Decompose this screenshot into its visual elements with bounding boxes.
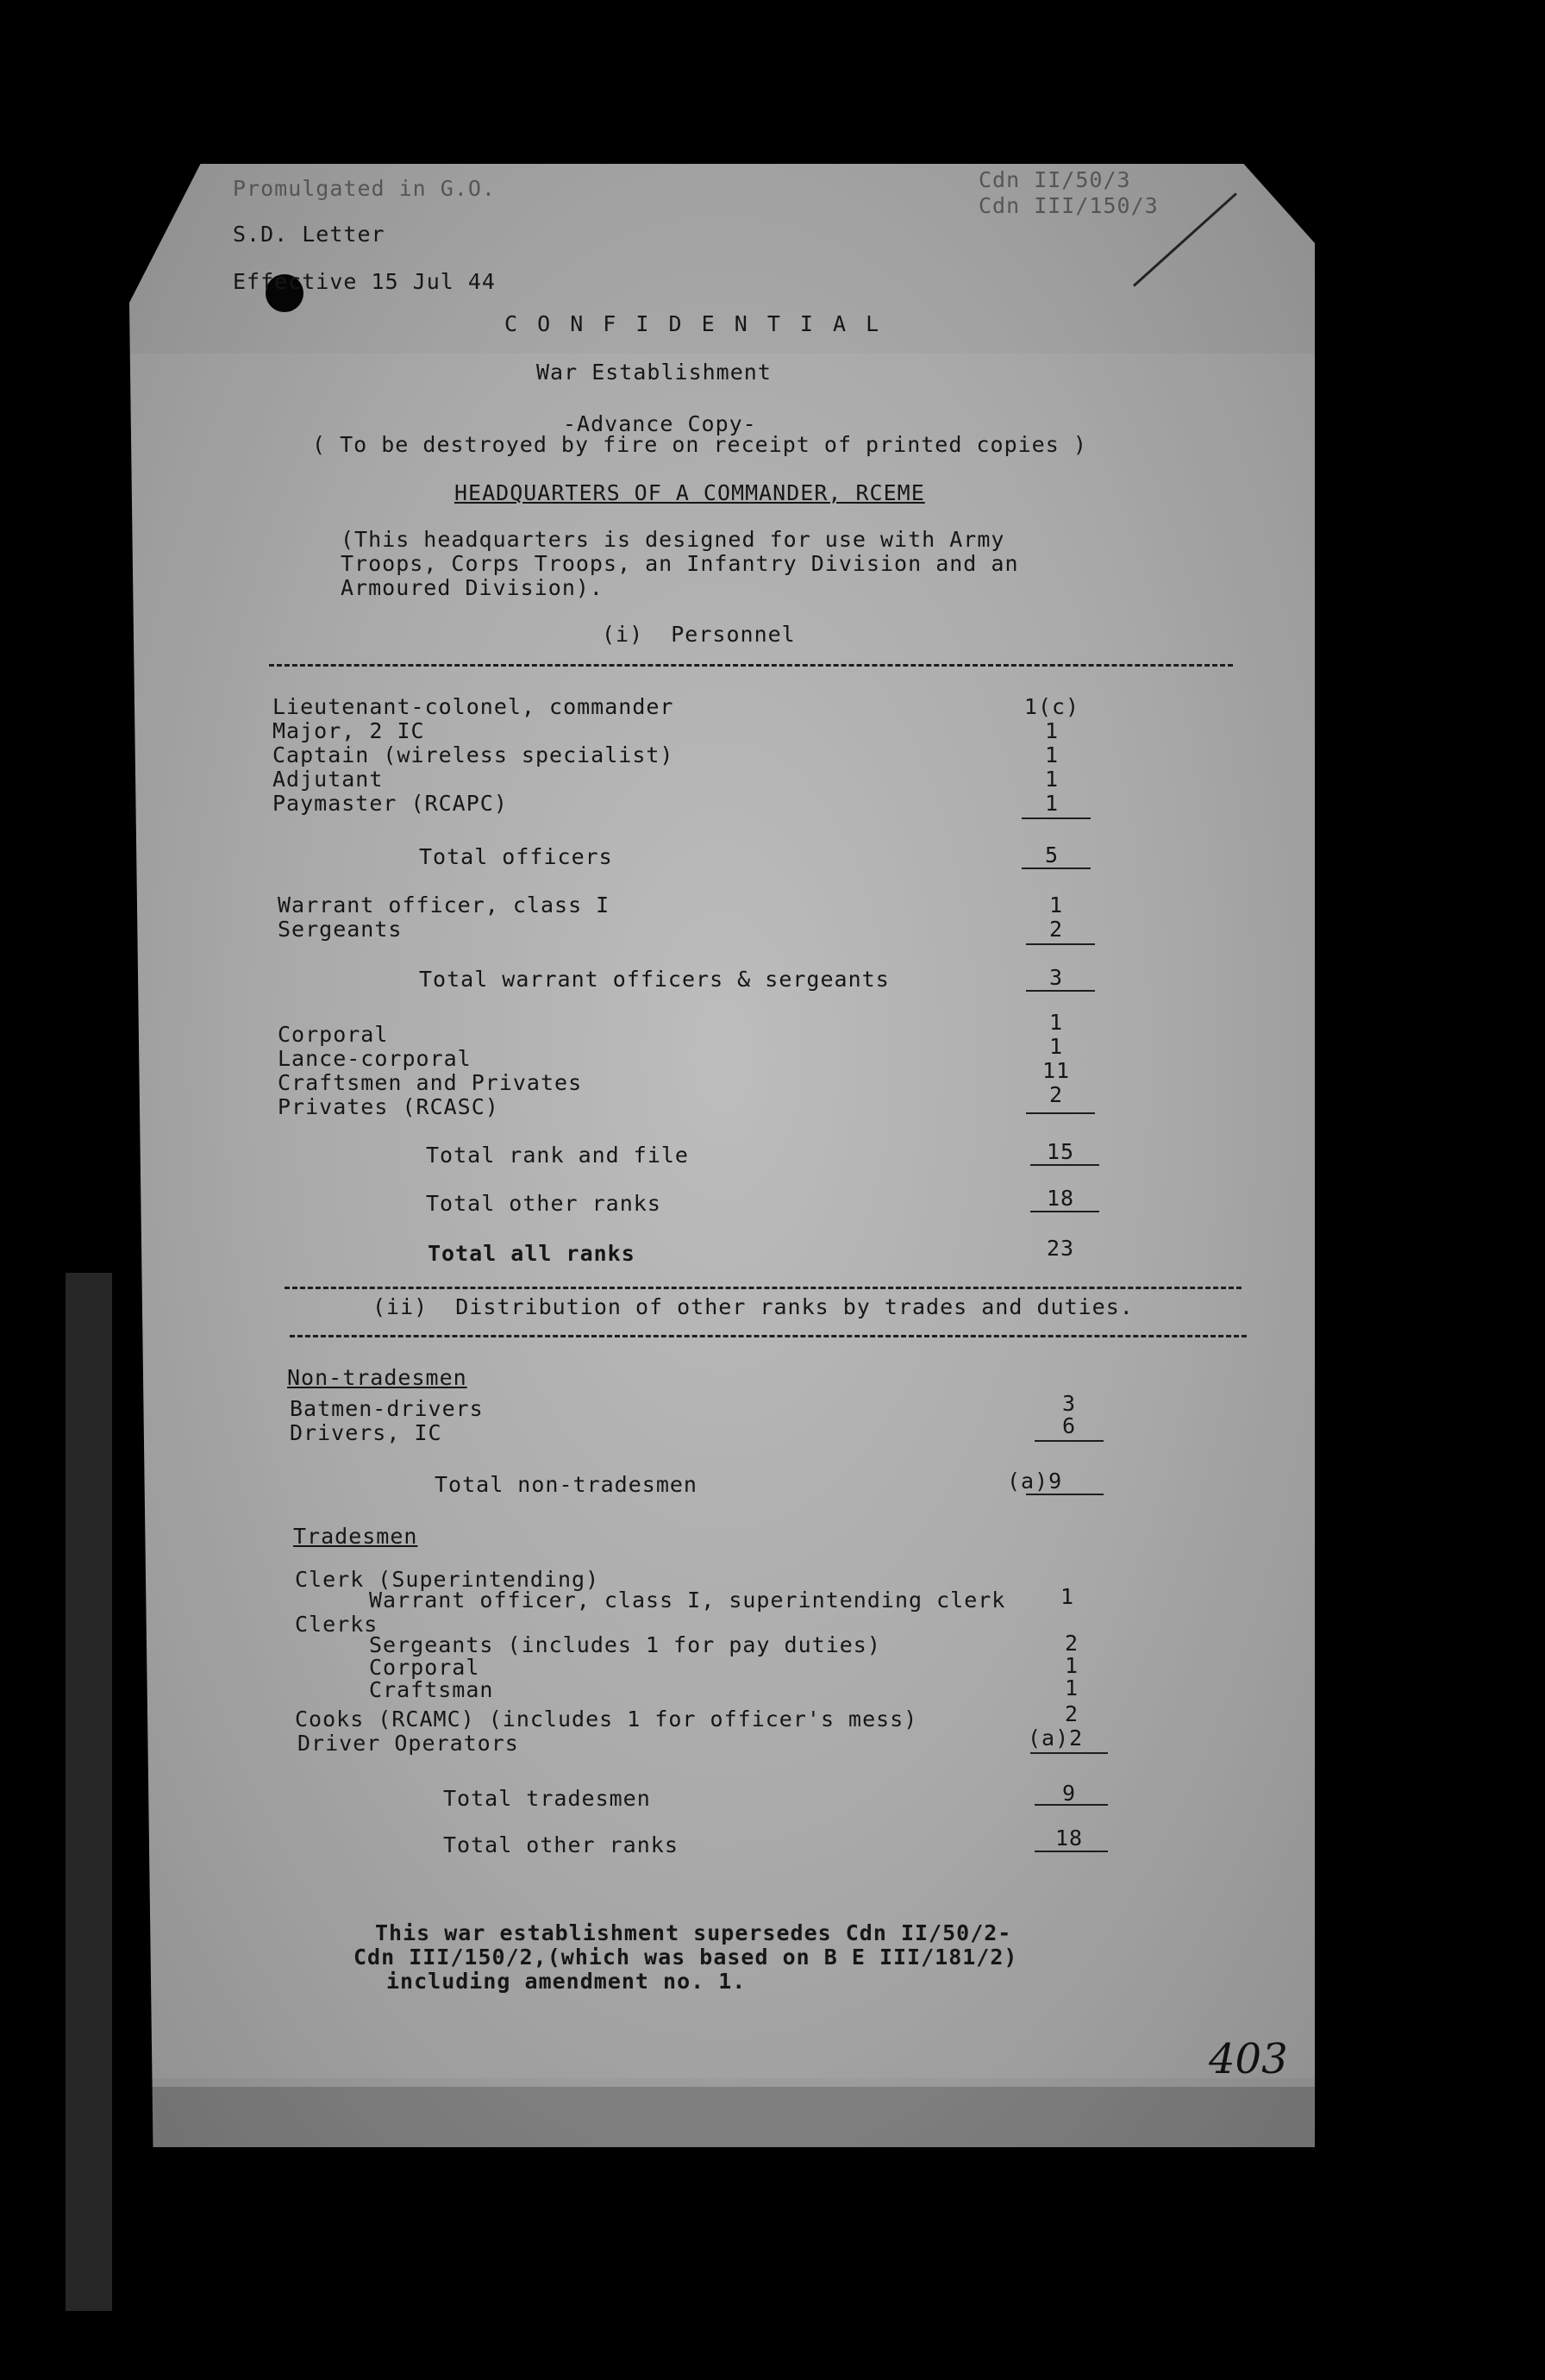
tradesman-count: (a)2 (1028, 1726, 1084, 1751)
total-label: Total non-tradesmen (435, 1472, 697, 1497)
non-tradesman-label: Batmen-drivers (290, 1396, 484, 1421)
film-edge-strip (66, 1273, 112, 2311)
total-label: Total all ranks (428, 1241, 635, 1266)
total-label: Total other ranks (443, 1832, 679, 1857)
officer-count: 1 (1044, 718, 1060, 743)
total-label: Total tradesmen (443, 1786, 651, 1811)
reference-number-2: Cdn III/150/3 (979, 193, 1159, 218)
effective-date: Effective 15 Jul 44 (233, 269, 496, 294)
rank-label: Craftsmen and Privates (278, 1070, 583, 1095)
tradesman-count: 2 (1064, 1631, 1079, 1656)
officer-count: 1(c) (1023, 694, 1080, 719)
tradesman-label: Warrant officer, class I, superintending clerk (369, 1588, 1006, 1613)
total-label: Total rank and file (426, 1143, 689, 1168)
document-page (129, 164, 1315, 2147)
description-line-1: (This headquarters is designed for use with Army (341, 527, 1005, 552)
tradesman-label: Driver Operators (297, 1731, 519, 1756)
tradesman-label: Cooks (RCAMC) (includes 1 for officer's mess) (295, 1707, 918, 1732)
non-tradesman-label: Drivers, IC (290, 1420, 442, 1445)
section-ii-heading: (ii) Distribution of other ranks by trades and duties. (372, 1294, 1134, 1319)
total-value: 5 (1044, 842, 1060, 867)
officer-label: Lieutenant-colonel, commander (272, 694, 674, 719)
rank-label: Corporal (278, 1022, 389, 1047)
section-rule (290, 1335, 1247, 1337)
rank-count: 2 (1048, 1082, 1064, 1107)
tradesman-label: Clerks (295, 1612, 378, 1637)
description-line-3: Armoured Division). (341, 575, 604, 600)
promulgation-line: Promulgated in G.O. (233, 176, 496, 201)
document-type: War Establishment (536, 360, 772, 385)
warrant-count: 1 (1048, 892, 1064, 918)
total-label: Total other ranks (426, 1191, 661, 1216)
tradesman-count: 2 (1064, 1701, 1079, 1726)
section-i-heading: (i) Personnel (602, 622, 796, 647)
reference-number-1: Cdn II/50/3 (979, 167, 1131, 192)
total-value: 23 (1046, 1236, 1075, 1261)
officer-label: Paymaster (RCAPC) (272, 791, 508, 816)
advance-copy: -Advance Copy- (563, 411, 757, 436)
officer-count: 1 (1044, 791, 1060, 816)
rank-count: 1 (1048, 1010, 1064, 1035)
footnote-line-3: including amendment no. 1. (386, 1969, 747, 1994)
rank-label: Privates (RCASC) (278, 1094, 499, 1119)
total-label: Total warrant officers & sergeants (419, 967, 890, 992)
total-value: 18 (1054, 1826, 1084, 1851)
footnote-line-2: Cdn III/150/2,(which was based on B E III/181/2) (353, 1945, 1018, 1970)
tradesman-count: 1 (1060, 1584, 1075, 1609)
tradesman-label: Corporal (369, 1655, 480, 1680)
tradesman-count: 1 (1064, 1675, 1079, 1700)
total-label: Total officers (419, 844, 613, 869)
officer-label: Major, 2 IC (272, 718, 425, 743)
total-value: 9 (1061, 1781, 1077, 1806)
classification: C O N F I D E N T I A L (504, 311, 883, 336)
tradesman-label: Craftsman (369, 1677, 494, 1702)
officer-label: Captain (wireless specialist) (272, 742, 674, 767)
officer-count: 1 (1044, 767, 1060, 792)
total-value: (a)9 (1007, 1469, 1063, 1494)
officer-count: 1 (1044, 742, 1060, 767)
rank-count: 1 (1048, 1034, 1064, 1059)
section-rule (285, 1287, 1242, 1289)
page-number: 403 (1209, 2035, 1288, 2083)
destroy-note: ( To be destroyed by fire on receipt of printed copies ) (312, 432, 1087, 457)
rank-count: 11 (1041, 1058, 1071, 1083)
footnote-line-1: This war establishment supersedes Cdn II/50/2- (375, 1920, 1012, 1945)
tradesmen-heading: Tradesmen (293, 1524, 418, 1549)
description-line-2: Troops, Corps Troops, an Infantry Division and an (341, 551, 1019, 576)
rank-label: Lance-corporal (278, 1046, 472, 1071)
tradesman-label: Sergeants (includes 1 for pay duties) (369, 1632, 881, 1657)
total-value: 18 (1046, 1186, 1075, 1211)
non-tradesman-count: 3 (1061, 1391, 1077, 1416)
warrant-label: Warrant officer, class I (278, 892, 610, 918)
warrant-label: Sergeants (278, 917, 403, 942)
unit-title: HEADQUARTERS OF A COMMANDER, RCEME (454, 480, 925, 505)
total-value: 15 (1046, 1139, 1075, 1164)
sd-letter-line: S.D. Letter (233, 222, 385, 247)
tradesman-count: 1 (1064, 1653, 1079, 1678)
non-tradesman-count: 6 (1061, 1413, 1077, 1438)
tradesman-label: Clerk (Superintending) (295, 1567, 600, 1592)
total-value: 3 (1048, 965, 1064, 990)
officer-label: Adjutant (272, 767, 384, 792)
non-tradesmen-heading: Non-tradesmen (287, 1365, 467, 1390)
warrant-count: 2 (1048, 917, 1064, 942)
section-rule (269, 664, 1233, 667)
